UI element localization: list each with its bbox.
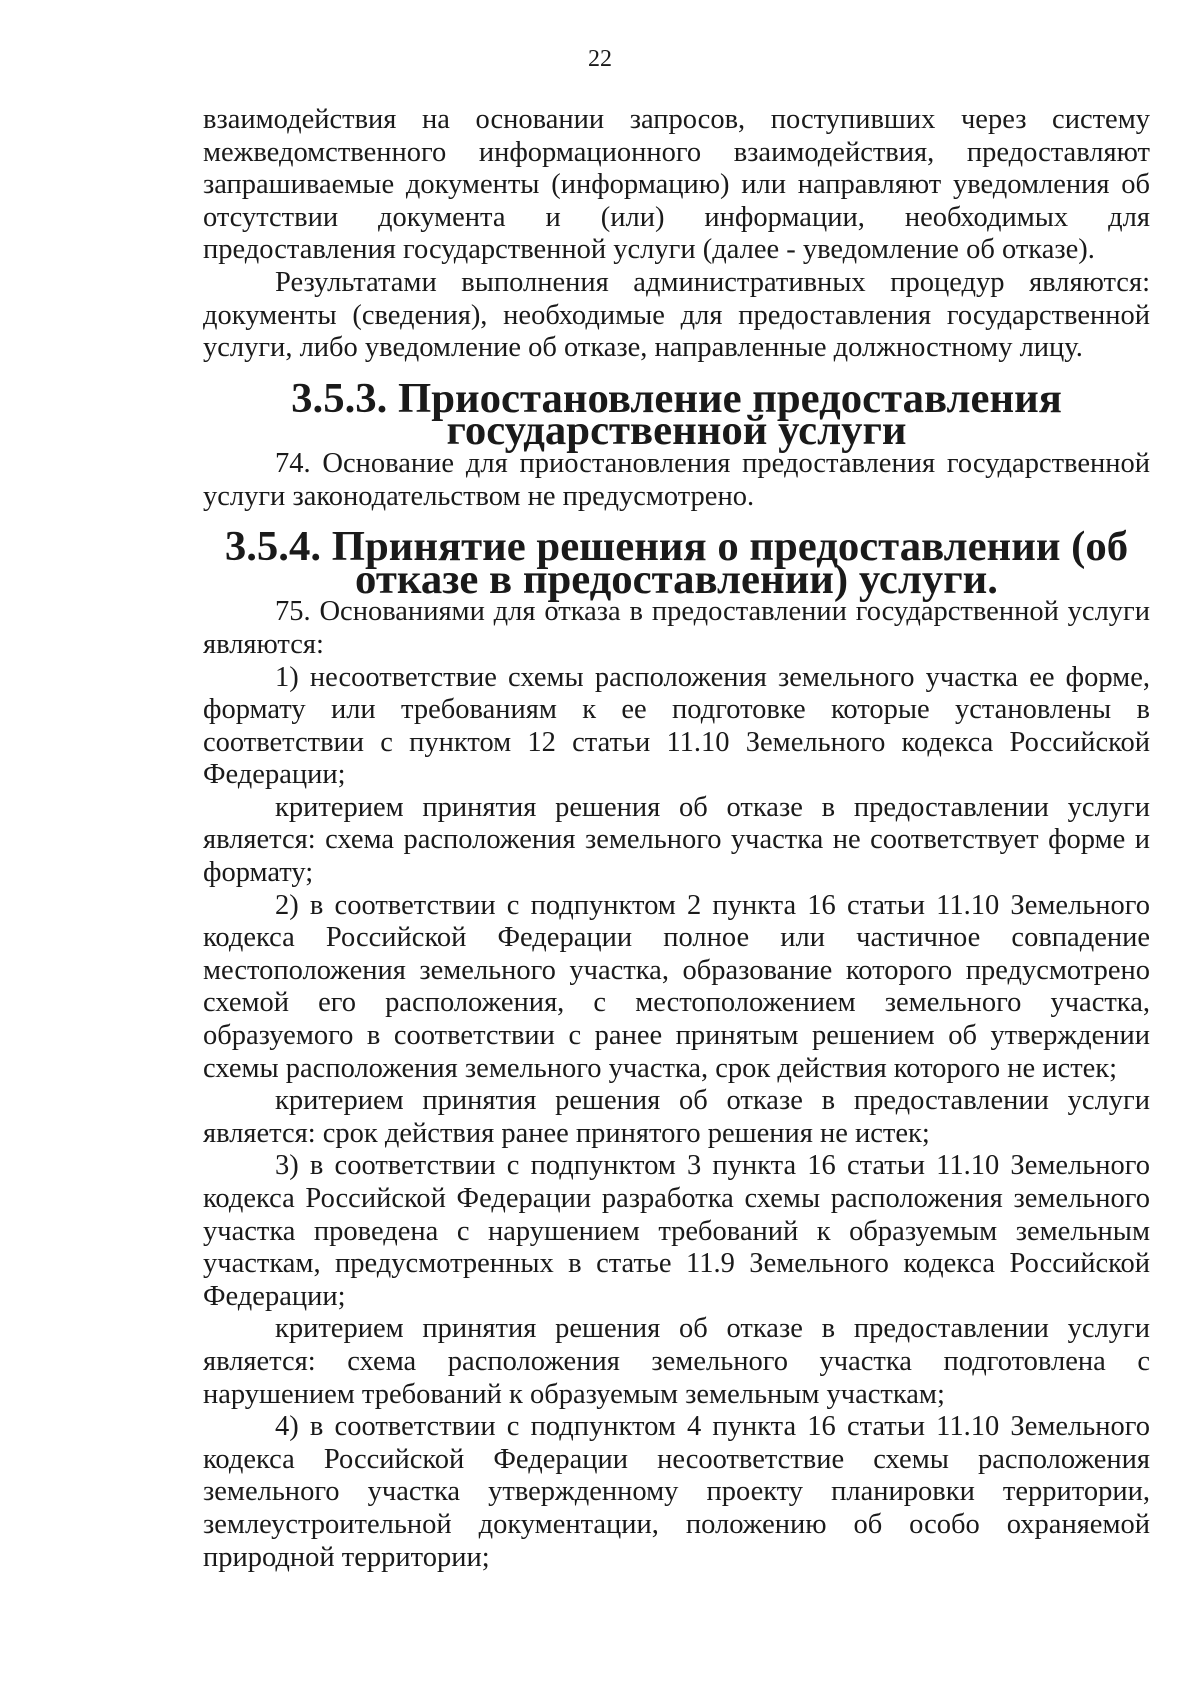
paragraph-75: 75. Основаниями для отказа в предоставлении государственной услуги являются: [203, 596, 1150, 660]
criterion-3: критерием принятия решения об отказе в предоставлении услуги является: схема расположения земельного участка подготовлена с нарушением требований к образуемым земельным участкам; [203, 1313, 1150, 1410]
section-heading-3-5-3: 3.5.3. Приостановление предоставления государственной услуги [291, 374, 1062, 455]
list-item-3: 3) в соответствии с подпунктом 3 пункта 16 статьи 11.10 Земельного кодекса Российской Федерации разработка схемы расположения земельного участка проведена с нарушением требований к образуемым земельным участкам, предусмотренных в статье 11.9 Земельного кодекса Российской Федерации; [203, 1150, 1150, 1312]
page-number: 22 [588, 46, 612, 72]
section-heading-3-5-4: 3.5.4. Принятие решения о предоставлении (об отказе в предоставлении) услуги. [224, 523, 1129, 603]
list-item-4: 4) в соответствии с подпунктом 4 пункта 16 статьи 11.10 Земельного кодекса Российской Федерации несоответствие схемы расположения земельного участка утвержденному проекту планировки территории, землеустроительной документации, положению об особо охраняемой природной территории; [203, 1411, 1150, 1573]
list-item-1: 1) несоответствие схемы расположения земельного участка ее форме, формату или требованиям к ее подготовке которые установлены в соответствии с пунктом 12 статьи 11.10 Земельного кодекса Российской Федерации; [203, 661, 1150, 791]
document-body [203, 104, 1150, 1574]
intro-paragraph-continuation: взаимодействия на основании запросов, поступивших через систему межведомственного информационного взаимодействия, предоставляют запрашиваемые документы (информацию) или направляют уведомления об отсутствии документа и (или) информации, необходимых для предоставления государственной услуги (далее - уведомление об отказе). [203, 104, 1150, 266]
criterion-1: критерием принятия решения об отказе в предоставлении услуги является: схема расположения земельного участка не соответствует форме и формату; [203, 791, 1150, 889]
list-item-2: 2) в соответствии с подпунктом 2 пункта 16 статьи 11.10 Земельного кодекса Российской Федерации полное или частичное совпадение местоположения земельного участка, образование которого предусмотрено схемой его расположения, с местоположением земельного участка, образуемого в соответствии с ранее принятым решением об утверждении схемы расположения земельного участка, срок действия которого не истек; [203, 889, 1150, 1084]
criterion-2: критерием принятия решения об отказе в предоставлении услуги является: срок действия ранее принятого решения не истек; [203, 1085, 1150, 1149]
paragraph-74: 74. Основание для приостановления предоставления государственной услуги законодательством не предусмотрено. [203, 447, 1150, 512]
intro-paragraph-results: Результатами выполнения административных процедур являются: документы (сведения), необходимые для предоставления государственной услуги, либо уведомление об отказе, направленные должностному лицу. [203, 266, 1150, 364]
